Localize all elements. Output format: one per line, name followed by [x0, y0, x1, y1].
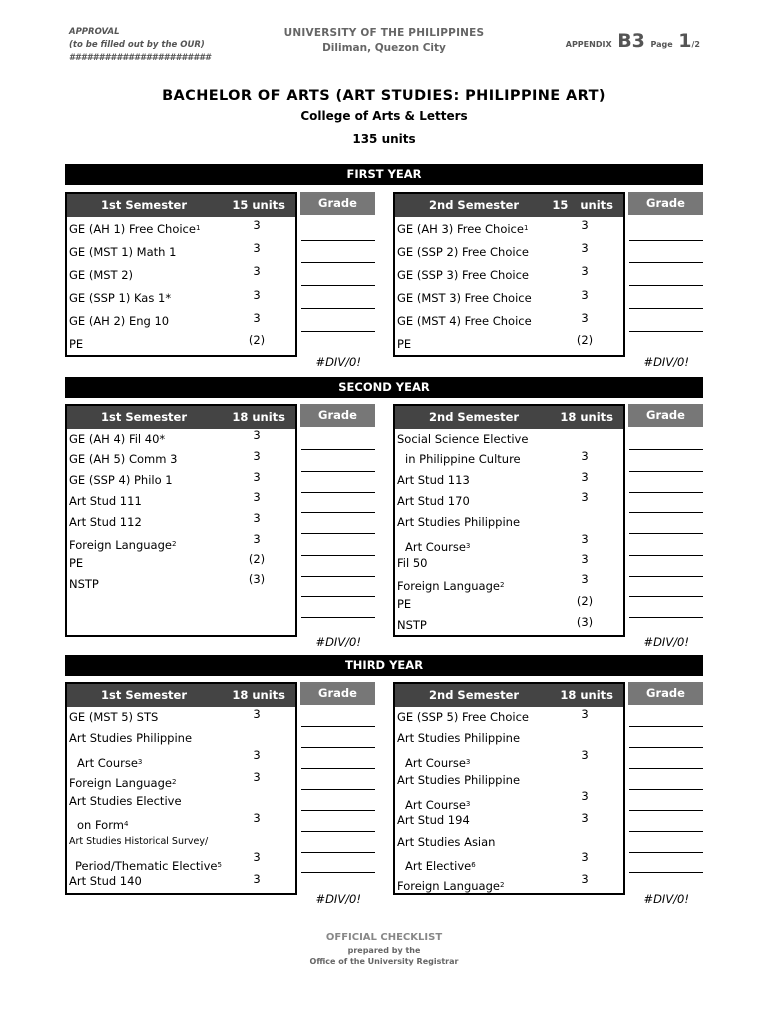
semester-label: 1st Semester	[101, 198, 188, 212]
page-word: Page	[650, 40, 673, 49]
course-name: Foreign Language$^2$	[397, 579, 505, 593]
grade-entry-line[interactable]	[301, 768, 375, 769]
grade-entry-line[interactable]	[301, 512, 375, 513]
semester-table	[393, 682, 625, 895]
grade-entry-line[interactable]	[301, 596, 375, 597]
grade-entry-line[interactable]	[301, 308, 375, 309]
semester-units: 18 units	[560, 688, 613, 702]
footnote-marker: 3	[465, 542, 471, 550]
year-header: THIRD YEAR	[65, 655, 703, 676]
semester-table	[65, 404, 297, 637]
approval-note	[69, 26, 211, 65]
course-name: NSTP	[397, 618, 427, 632]
grade-entry-line[interactable]	[629, 555, 703, 556]
footnote-marker: 2	[171, 778, 177, 786]
course-units: 3	[253, 288, 261, 302]
course-name: Art Studies Historical Survey/	[69, 836, 209, 847]
course-name: Art Studies Philippine	[397, 773, 521, 787]
semester-units: 15 units	[232, 198, 285, 212]
footer-title: OFFICIAL CHECKLIST	[325, 932, 443, 943]
course-name: Art Course$^3$	[77, 756, 143, 770]
footer-prepared-by: prepared by the	[347, 946, 421, 955]
grade-entry-line[interactable]	[301, 576, 375, 577]
course-name: Art Stud 113	[397, 473, 470, 487]
grade-entry-line[interactable]	[629, 831, 703, 832]
course-units: 3	[253, 490, 261, 504]
course-name: Art Studies Philippine	[397, 515, 521, 529]
course-units: 3	[581, 811, 589, 825]
semester-table	[65, 682, 297, 895]
course-units: 3	[253, 748, 261, 762]
campus-name: Diliman, Quezon City	[322, 42, 446, 54]
grade-entry-line[interactable]	[629, 331, 703, 332]
page-total: /2	[691, 40, 700, 49]
course-name: Art Stud 140	[69, 874, 142, 888]
course-units: 3	[581, 748, 589, 762]
course-name: Art Course$^3$	[405, 798, 471, 812]
grade-entry-line[interactable]	[629, 285, 703, 286]
grade-entry-line[interactable]	[301, 471, 375, 472]
course-units: (2)	[248, 552, 266, 566]
course-name: Art Elective$^6$	[405, 859, 476, 873]
course-units: 3	[253, 532, 261, 546]
course-name: GE (SSP 3) Free Choice	[397, 268, 529, 282]
approval-instruction: (to be filled out by the OUR)	[69, 40, 205, 50]
grade-header: Grade	[628, 192, 703, 215]
course-units: 3	[253, 850, 261, 864]
course-name: GE (MST 5) STS	[69, 710, 159, 724]
grade-entry-line[interactable]	[301, 331, 375, 332]
grade-average: #DIV/0!	[315, 355, 361, 369]
semester-header	[395, 406, 623, 429]
course-name: Art Stud 112	[69, 515, 142, 529]
course-units: (2)	[576, 594, 594, 608]
grade-entry-line[interactable]	[629, 240, 703, 241]
semester-table	[393, 192, 625, 357]
course-name: PE	[397, 597, 412, 611]
year-header: FIRST YEAR	[65, 164, 703, 185]
semester-label: 1st Semester	[101, 410, 188, 424]
semester-units: 15 units	[552, 198, 613, 212]
grade-entry-line[interactable]	[301, 789, 375, 790]
course-name: in Philippine Culture	[405, 452, 521, 466]
course-name: on Form$^4$	[77, 818, 129, 832]
semester-label: 2nd Semester	[429, 198, 520, 212]
semester-units: 18 units	[232, 688, 285, 702]
program-units: 135 units	[352, 132, 416, 146]
course-name: Period/Thematic Elective$^5$	[75, 859, 222, 873]
year-header: SECOND YEAR	[65, 377, 703, 398]
grade-entry-line[interactable]	[629, 596, 703, 597]
footnote-marker: 6	[471, 861, 476, 869]
grade-entry-line[interactable]	[301, 262, 375, 263]
approval-label: APPROVAL	[69, 27, 120, 37]
grade-average: #DIV/0!	[643, 635, 689, 649]
course-name: Foreign Language$^2$	[397, 879, 505, 893]
grade-entry-line[interactable]	[301, 449, 375, 450]
course-units: 3	[581, 572, 589, 586]
grade-entry-line[interactable]	[629, 872, 703, 873]
course-name: Fil 50	[397, 556, 428, 570]
program-title: BACHELOR OF ARTS (ART STUDIES: PHILIPPINE ART)	[162, 88, 606, 104]
semester-units: 18 units	[232, 410, 285, 424]
course-name: PE	[397, 337, 412, 351]
course-units: 3	[253, 428, 261, 442]
course-name: GE (AH 5) Comm 3	[69, 452, 178, 466]
course-name: GE (SSP 5) Free Choice	[397, 710, 529, 724]
semester-header	[395, 194, 623, 217]
grade-entry-line[interactable]	[629, 768, 703, 769]
course-units: 3	[581, 218, 589, 232]
grade-entry-line[interactable]	[301, 617, 375, 618]
course-units: 3	[581, 490, 589, 504]
semester-label: 1st Semester	[101, 688, 188, 702]
grade-header: Grade	[628, 682, 703, 705]
course-name: GE (MST 2)	[69, 268, 134, 282]
course-name: Social Science Elective	[397, 432, 529, 446]
semester-header	[67, 194, 295, 217]
course-units: 3	[581, 449, 589, 463]
footer-office: Office of the University Registrar	[309, 957, 459, 966]
course-units: 3	[253, 311, 261, 325]
course-name: GE (SSP 4) Philo 1	[69, 473, 173, 487]
course-name: GE (AH 4) Fil 40*	[69, 432, 166, 446]
footnote-marker: 1	[195, 224, 201, 232]
grade-entry-line[interactable]	[629, 810, 703, 811]
course-units: (2)	[576, 333, 594, 347]
course-units: 3	[253, 449, 261, 463]
grade-entry-line[interactable]	[301, 831, 375, 832]
grade-entry-line[interactable]	[629, 262, 703, 263]
course-name: Art Stud 170	[397, 494, 470, 508]
course-name: Art Studies Elective	[69, 794, 182, 808]
grade-header: Grade	[300, 192, 375, 215]
course-name: GE (AH 1) Free Choice$^1$	[69, 222, 201, 236]
course-name: Art Studies Philippine	[397, 731, 521, 745]
grade-entry-line[interactable]	[629, 789, 703, 790]
course-units: 3	[581, 552, 589, 566]
course-name: Art Course$^3$	[405, 540, 471, 554]
university-name: UNIVERSITY OF THE PHILIPPINES	[283, 27, 485, 39]
semester-label: 2nd Semester	[429, 410, 520, 424]
course-name: GE (AH 3) Free Choice$^1$	[397, 222, 529, 236]
course-name: PE	[69, 556, 84, 570]
semester-units: 18 units	[560, 410, 613, 424]
grade-entry-line[interactable]	[301, 533, 375, 534]
footnote-marker: 3	[465, 800, 471, 808]
course-units: 3	[581, 311, 589, 325]
appendix-label	[566, 30, 700, 52]
course-units: 3	[253, 264, 261, 278]
course-name: Foreign Language$^2$	[69, 776, 177, 790]
footer	[0, 932, 768, 966]
course-units: 3	[581, 872, 589, 886]
grade-entry-line[interactable]	[629, 492, 703, 493]
grade-header: Grade	[628, 404, 703, 427]
course-name: Art Stud 111	[69, 494, 142, 508]
grade-entry-line[interactable]	[629, 747, 703, 748]
course-name: PE	[69, 337, 84, 351]
semester-table	[65, 192, 297, 357]
page-number: 1	[678, 30, 692, 52]
university-header	[254, 27, 514, 54]
footnote-marker: 1	[523, 224, 529, 232]
footnote-marker: 3	[465, 758, 471, 766]
grade-entry-line[interactable]	[629, 533, 703, 534]
course-units: 3	[253, 218, 261, 232]
grade-entry-line[interactable]	[301, 747, 375, 748]
grade-entry-line[interactable]	[629, 471, 703, 472]
grade-entry-line[interactable]	[301, 726, 375, 727]
footnote-marker: 2	[499, 881, 505, 889]
course-units: 3	[581, 850, 589, 864]
grade-entry-line[interactable]	[301, 240, 375, 241]
grade-entry-line[interactable]	[301, 872, 375, 873]
grade-entry-line[interactable]	[629, 576, 703, 577]
course-name: GE (MST 4) Free Choice	[397, 314, 532, 328]
grade-entry-line[interactable]	[301, 852, 375, 853]
footnote-marker: 3	[137, 758, 143, 766]
course-units: 3	[253, 770, 261, 784]
course-name: Art Course$^3$	[405, 756, 471, 770]
grade-average: #DIV/0!	[643, 355, 689, 369]
course-units: 3	[253, 511, 261, 525]
course-name: Art Studies Asian	[397, 835, 496, 849]
course-name: GE (SSP 1) Kas 1*	[69, 291, 172, 305]
course-name: Art Studies Philippine	[69, 731, 193, 745]
grade-entry-line[interactable]	[629, 726, 703, 727]
grade-entry-line[interactable]	[301, 810, 375, 811]
grade-entry-line[interactable]	[629, 512, 703, 513]
course-name: GE (SSP 2) Free Choice	[397, 245, 529, 259]
semester-label: 2nd Semester	[429, 688, 520, 702]
grade-entry-line[interactable]	[301, 492, 375, 493]
appendix-code: B3	[617, 30, 645, 52]
course-name: Foreign Language$^2$	[69, 538, 177, 552]
grade-entry-line[interactable]	[629, 308, 703, 309]
footnote-marker: 2	[171, 540, 177, 548]
appendix-word: APPENDIX	[565, 40, 612, 49]
grade-header: Grade	[300, 682, 375, 705]
approval-placeholder: ########################	[69, 53, 211, 63]
course-units: (3)	[576, 615, 594, 629]
course-units: 3	[253, 470, 261, 484]
college-name: College of Arts & Letters	[300, 109, 468, 123]
semester-table	[393, 404, 625, 637]
course-units: 3	[253, 707, 261, 721]
grade-average: #DIV/0!	[315, 892, 361, 906]
course-units: 3	[581, 532, 589, 546]
course-units: (2)	[248, 333, 266, 347]
grade-average: #DIV/0!	[315, 635, 361, 649]
course-name: GE (AH 2) Eng 10	[69, 314, 170, 328]
footnote-marker: 2	[499, 581, 505, 589]
grade-entry-line[interactable]	[629, 617, 703, 618]
grade-average: #DIV/0!	[643, 892, 689, 906]
course-units: 3	[581, 241, 589, 255]
course-name: GE (MST 3) Free Choice	[397, 291, 532, 305]
grade-entry-line[interactable]	[629, 852, 703, 853]
semester-header	[395, 684, 623, 707]
semester-header	[67, 406, 295, 429]
course-units: 3	[581, 288, 589, 302]
footnote-marker: 5	[217, 861, 222, 869]
footnote-marker: 4	[123, 820, 129, 828]
course-name: NSTP	[69, 577, 99, 591]
course-units: 3	[581, 264, 589, 278]
grade-header: Grade	[300, 404, 375, 427]
course-units: 3	[253, 811, 261, 825]
course-units: 3	[581, 789, 589, 803]
course-name: GE (MST 1) Math 1	[69, 245, 177, 259]
grade-entry-line[interactable]	[629, 449, 703, 450]
semester-header	[67, 684, 295, 707]
course-name: Art Stud 194	[397, 813, 470, 827]
course-units: (3)	[248, 572, 266, 586]
course-units: 3	[581, 470, 589, 484]
grade-entry-line[interactable]	[301, 555, 375, 556]
course-units: 3	[581, 707, 589, 721]
course-units: 3	[253, 872, 261, 886]
grade-entry-line[interactable]	[301, 285, 375, 286]
course-units: 3	[253, 241, 261, 255]
